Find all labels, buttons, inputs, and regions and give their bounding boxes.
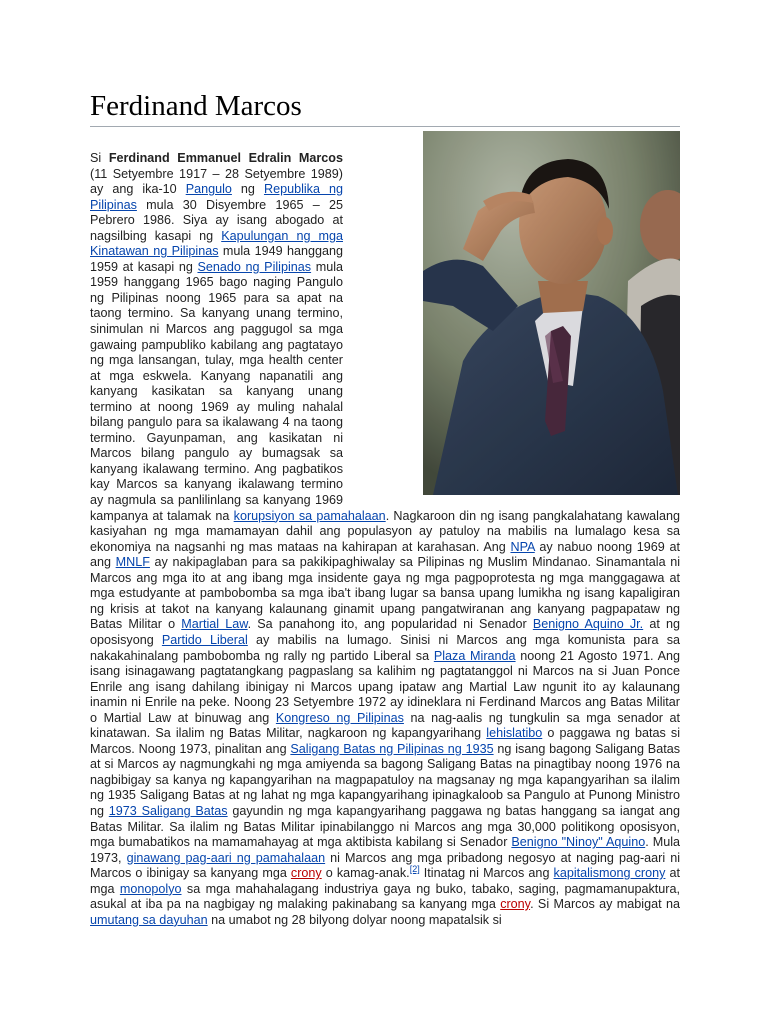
- wiki-link[interactable]: Kapulungan ng mga Kinatawan ng Pilipinas: [90, 228, 343, 259]
- text-run: . Mula 1973,: [90, 835, 680, 865]
- wiki-link[interactable]: Pangulo: [185, 182, 232, 197]
- wiki-link[interactable]: Senado ng Pilipinas: [197, 259, 312, 274]
- text-run: ni Marcos ang mga pribadong negosyo at naging pag-aari ni Marcos o ibinigay sa kanyang mga: [90, 850, 681, 881]
- wiki-link[interactable]: Benigno "Ninoy" Aquino: [511, 835, 646, 850]
- title-divider: [90, 126, 680, 127]
- wiki-link[interactable]: Benigno Aquino Jr.: [532, 617, 644, 632]
- wiki-link[interactable]: Plaza Miranda: [433, 648, 516, 663]
- text-run: ng: [231, 182, 264, 197]
- text-run: at ng oposisyong: [90, 617, 680, 647]
- citation: [410, 864, 420, 874]
- text-run: o kamag-anak.: [321, 866, 410, 881]
- text-run: ay nabuo noong 1969 at ang: [90, 539, 680, 570]
- text-run: . Sa panahong ito, ang popularidad ni Senador: [247, 617, 533, 632]
- wiki-link[interactable]: korupsiyon sa pamahalaan: [233, 508, 386, 523]
- redlink[interactable]: crony: [290, 866, 322, 881]
- text-run: na umabot ng 28 bilyong dolyar noong mapatalsik si: [207, 912, 502, 927]
- wiki-link[interactable]: lehislatibo: [486, 726, 543, 741]
- wiki-link[interactable]: umutang sa dayuhan: [90, 912, 208, 927]
- wiki-link[interactable]: ginawang pag-aari ng pamahalaan: [126, 850, 326, 865]
- wiki-link[interactable]: MNLF: [115, 555, 150, 570]
- text-run: gayundin ng mga kapangyarihang paggawa ng batas hanggang sa iangat ang Batas Militar. Sa ilalim ng Batas Militar ipinabilanggo ni Marcos ang mga 30,000 politikong oposisyon, mga bumabatikos na mamamahayag at mga aktibista kabilang si Senador: [90, 803, 680, 850]
- wiki-link[interactable]: kapitalismong crony: [553, 866, 666, 881]
- text-run: (11 Setyembre 1917 – 28 Setyembre 1989) ay ang ika-10: [90, 166, 343, 197]
- wiki-link[interactable]: NPA: [510, 539, 535, 554]
- text-run: mula 30 Disyembre 1965 – 25 Pebrero 1986. Siya ay isang abogado at nagsilbing kasapi ng: [90, 197, 343, 243]
- wiki-link[interactable]: Partido Liberal: [161, 632, 248, 647]
- text-run: o paggawa ng batas si Marcos. Noong 1973, pinalitan ang: [90, 726, 680, 756]
- text-run: . Si Marcos ay mabigat na: [530, 897, 680, 912]
- text-run: mula 1949 hanggang 1959 at kasapi ng: [90, 244, 344, 274]
- image-float-spacer: [343, 151, 680, 495]
- text-run: sa mga mahahalagang industriya gaya ng buko, tabako, saging, pagmamanupaktura, asukal at iba pa na nagbigay ng malaking pakinabang sa kanyang mga: [90, 881, 680, 912]
- citation-link[interactable]: [2]: [409, 863, 420, 874]
- text-run: noong 21 Agosto 1971. Ang isang isinagawang pagtatangkang pagpaslang sa kalihim ng pagtatanggol ni Marcos na si Juan Ponce Enrile ang isang dahilang ibinigay ni Marcos upang ipataw ang Martial Law ngunit ito ay kalaunang inamin ni Enrile na peke. Noong 23 Setyembre 1972 ay idineklara ni Ferdinand Marcos ang Batas Militar o Martial Law at binuwag ang: [90, 648, 680, 725]
- bold-name: Ferdinand Emmanuel Edralin Marcos: [108, 151, 343, 165]
- text-run: Si: [90, 151, 109, 165]
- redlink[interactable]: crony: [500, 897, 531, 912]
- wiki-link[interactable]: Saligang Batas ng Pilipinas ng 1935: [290, 741, 494, 756]
- text-run: ng isang bagong Saligang Batas at si Marcos ay nagmungkahi ng mga amiyenda sa bagong Saligang Batas na pinagtibay noong 1976 na nagbibigay sa kanya ng kapangyarihan na magpapatuloy na magsanay ng mga kapangyarihan sa ilalim ng 1935 Saligang Batas at ng lahat ng mga kapangyarihang ipinagkaloob sa Pangulo at Punong Ministro ng: [90, 741, 680, 818]
- page-title: Ferdinand Marcos: [90, 90, 302, 122]
- article-body: [90, 151, 680, 928]
- text-run: na nag-aalis ng tungkulin sa mga senador at kinatawan. Sa ilalim ng Batas Militar, nagkaroon ng kapangyarihang: [90, 710, 680, 741]
- text-run: at mga: [90, 866, 681, 896]
- wiki-link[interactable]: Republika ng Pilipinas: [90, 182, 344, 212]
- text-run: . Nagkaroon din ng isang pangkalahatang kawalang kasiyahan ng mga mamamayan dahil ang populasyon ay patuloy na mabilis na lumalago kesa sa ekonomiya na nagsanhi ng mas mataas na kahirapan at karahasan. Ang: [90, 508, 680, 554]
- wiki-link[interactable]: 1973 Saligang Batas: [108, 803, 228, 818]
- wiki-link[interactable]: Kongreso ng Pilipinas: [275, 710, 404, 725]
- text-run: ay mabilis na lumago. Sinisi ni Marcos ang mga komunista para sa nakakahinalang pambobomba ng rally ng partido Liberal sa: [90, 632, 680, 663]
- wiki-link[interactable]: Martial Law: [181, 617, 248, 632]
- text-run: mula 1959 hanggang 1965 bago naging Pangulo ng Pilipinas noong 1965 para sa apat na taong termino. Sa kanyang unang termino, sinimulan ni Marcos ang paggugol sa mga gawaing pampubliko kabilang ang pagtatayo ng mga lansangan, tulay, mga health center at mga eskwela. Kanyang napanatili ang kanyang kasikatan sa kanyang unang termino at noong 1969 ay muling nahalal bilang pangulo para sa ikalawang 4 na taong termino. Gayunpaman, ang kasikatan ni Marcos bilang pangulo ay bumagsak sa kanyang ikalawang termino. Ang pagbatikos kay Marcos sa kanyang ikalawang termino ay nagmula sa panlilinlang sa kanyang 1969 kampanya at talamak na: [90, 259, 344, 523]
- wiki-link[interactable]: monopolyo: [119, 881, 182, 896]
- text-run: Itinatag ni Marcos ang: [419, 866, 554, 881]
- text-run: ay nakipaglaban para sa pakikipaghiwalay sa Pilipinas ng Muslim Mindanao. Sinamantala ni Marcos ang mga ito at ang ibang mga insidente gaya ng mga pagpoprotesta ng mga manggagawa at mga estudyante at pambobomba sa mga iba't ibang lugar sa bansa upang lumikha ng isang kapaligiran ng krisis at takot na kanyang kalaunang ginamit upang pangatwiranan ang kanyang pagpapataw ng Batas Militar o: [90, 555, 680, 632]
